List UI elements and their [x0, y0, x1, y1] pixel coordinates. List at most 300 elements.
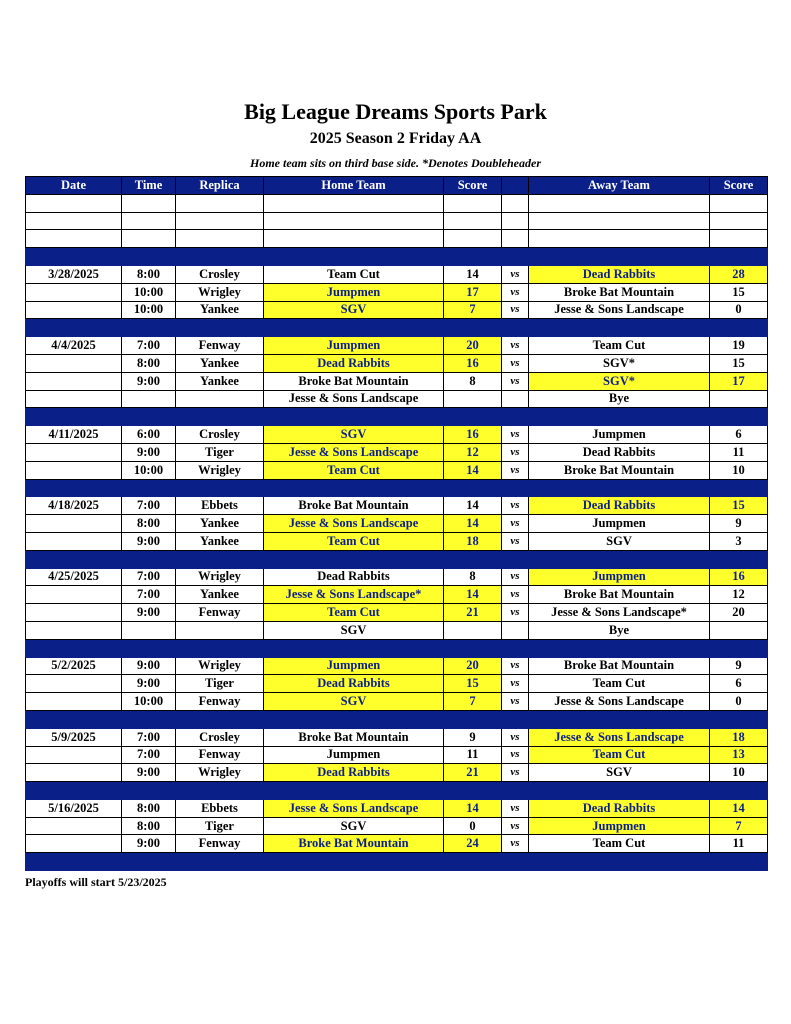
vs-cell: vs [502, 586, 529, 604]
time-cell: 9:00 [122, 657, 176, 675]
away-team-cell: Broke Bat Mountain [529, 657, 710, 675]
separator-cell [444, 639, 502, 657]
blank-cell [502, 194, 529, 212]
separator-cell [122, 248, 176, 266]
separator-cell [264, 639, 444, 657]
replica-cell: Wrigley [176, 764, 264, 782]
separator-cell [502, 853, 529, 871]
date-cell: 5/9/2025 [26, 728, 122, 746]
col-time: Time [122, 177, 176, 195]
separator-cell [444, 408, 502, 426]
home-score-cell: 0 [444, 817, 502, 835]
game-row [26, 426, 768, 444]
away-team-cell: SGV* [529, 354, 710, 372]
col-home-score: Score [444, 177, 502, 195]
time-cell: 8:00 [122, 799, 176, 817]
away-score-cell: 7 [710, 817, 768, 835]
date-cell [26, 443, 122, 461]
home-team-cell: Broke Bat Mountain [264, 497, 444, 515]
home-team-cell: Dead Rabbits [264, 764, 444, 782]
date-cell [26, 817, 122, 835]
away-score-cell: 0 [710, 301, 768, 319]
separator-cell [444, 782, 502, 800]
separator-cell [444, 550, 502, 568]
blank-cell [710, 212, 768, 230]
home-score-cell [444, 621, 502, 639]
away-score-cell: 20 [710, 604, 768, 622]
time-cell: 7:00 [122, 497, 176, 515]
separator-cell [176, 710, 264, 728]
home-team-cell: Jumpmen [264, 746, 444, 764]
separator-cell [444, 479, 502, 497]
vs-cell: vs [502, 283, 529, 301]
date-cell [26, 621, 122, 639]
separator-cell [264, 550, 444, 568]
home-score-cell: 18 [444, 532, 502, 550]
vs-cell: vs [502, 764, 529, 782]
vs-cell: vs [502, 443, 529, 461]
game-row [26, 657, 768, 675]
separator-cell [176, 782, 264, 800]
away-score-cell: 6 [710, 426, 768, 444]
away-team-cell: Team Cut [529, 337, 710, 355]
replica-cell: Crosley [176, 426, 264, 444]
blank-cell [529, 194, 710, 212]
date-cell: 5/16/2025 [26, 799, 122, 817]
away-team-cell: Dead Rabbits [529, 265, 710, 283]
separator-cell [122, 853, 176, 871]
away-score-cell: 12 [710, 586, 768, 604]
replica-cell: Ebbets [176, 799, 264, 817]
away-team-cell: Jumpmen [529, 568, 710, 586]
game-row [26, 604, 768, 622]
blank-cell [26, 194, 122, 212]
separator-cell [502, 782, 529, 800]
home-score-cell: 7 [444, 693, 502, 711]
home-team-cell: SGV [264, 693, 444, 711]
away-score-cell: 11 [710, 835, 768, 853]
time-cell: 9:00 [122, 764, 176, 782]
date-cell [26, 835, 122, 853]
game-row [26, 337, 768, 355]
vs-cell: vs [502, 515, 529, 533]
home-team-cell: Jesse & Sons Landscape* [264, 586, 444, 604]
time-cell: 7:00 [122, 568, 176, 586]
home-team-cell: SGV [264, 621, 444, 639]
home-team-cell: Broke Bat Mountain [264, 372, 444, 390]
home-team-cell: Broke Bat Mountain [264, 728, 444, 746]
separator-cell [264, 710, 444, 728]
away-score-cell: 19 [710, 337, 768, 355]
home-score-cell: 11 [444, 746, 502, 764]
game-row [26, 390, 768, 408]
separator-cell [122, 408, 176, 426]
away-score-cell: 18 [710, 728, 768, 746]
vs-cell: vs [502, 835, 529, 853]
away-team-cell: Dead Rabbits [529, 497, 710, 515]
replica-cell: Crosley [176, 728, 264, 746]
week-separator [26, 248, 768, 266]
away-team-cell: Jumpmen [529, 515, 710, 533]
away-team-cell: Jumpmen [529, 817, 710, 835]
home-score-cell [444, 390, 502, 408]
away-score-cell: 9 [710, 657, 768, 675]
separator-cell [710, 550, 768, 568]
separator-cell [710, 710, 768, 728]
time-cell: 9:00 [122, 532, 176, 550]
home-team-cell: Team Cut [264, 604, 444, 622]
date-cell: 4/11/2025 [26, 426, 122, 444]
vs-cell: vs [502, 354, 529, 372]
away-score-cell [710, 621, 768, 639]
separator-cell [710, 479, 768, 497]
vs-cell: vs [502, 461, 529, 479]
separator-cell [529, 782, 710, 800]
blank-cell [122, 194, 176, 212]
date-cell: 5/2/2025 [26, 657, 122, 675]
doubleheader-note: Home team sits on third base side. *Denotes Doubleheader [250, 156, 541, 170]
home-team-cell: Jumpmen [264, 283, 444, 301]
vs-cell: vs [502, 568, 529, 586]
replica-cell: Yankee [176, 515, 264, 533]
col-home-team: Home Team [264, 177, 444, 195]
time-cell: 9:00 [122, 835, 176, 853]
away-team-cell: SGV* [529, 372, 710, 390]
vs-cell: vs [502, 265, 529, 283]
blank-row [26, 194, 768, 212]
game-row [26, 354, 768, 372]
game-row [26, 443, 768, 461]
home-team-cell: Jesse & Sons Landscape [264, 390, 444, 408]
home-team-cell: Dead Rabbits [264, 354, 444, 372]
game-row [26, 799, 768, 817]
separator-cell [264, 248, 444, 266]
home-score-cell: 21 [444, 604, 502, 622]
replica-cell: Yankee [176, 301, 264, 319]
vs-cell: vs [502, 728, 529, 746]
vs-cell: vs [502, 604, 529, 622]
game-row [26, 764, 768, 782]
separator-cell [502, 710, 529, 728]
game-row [26, 497, 768, 515]
blank-cell [529, 212, 710, 230]
time-cell [122, 390, 176, 408]
home-score-cell: 8 [444, 568, 502, 586]
separator-cell [176, 248, 264, 266]
date-cell [26, 693, 122, 711]
away-score-cell [710, 390, 768, 408]
week-separator [26, 782, 768, 800]
away-score-cell: 15 [710, 497, 768, 515]
time-cell: 10:00 [122, 301, 176, 319]
separator-cell [26, 710, 122, 728]
home-score-cell: 16 [444, 354, 502, 372]
home-score-cell: 7 [444, 301, 502, 319]
vs-cell: vs [502, 497, 529, 515]
replica-cell: Tiger [176, 817, 264, 835]
time-cell [122, 621, 176, 639]
schedule-body [26, 194, 768, 870]
separator-cell [502, 319, 529, 337]
away-score-cell: 10 [710, 764, 768, 782]
replica-cell: Ebbets [176, 497, 264, 515]
replica-cell [176, 621, 264, 639]
home-score-cell: 20 [444, 337, 502, 355]
game-row [26, 621, 768, 639]
header-row [26, 177, 768, 195]
game-row [26, 265, 768, 283]
col-away-score: Score [710, 177, 768, 195]
date-cell [26, 283, 122, 301]
blank-cell [710, 230, 768, 248]
game-row [26, 532, 768, 550]
game-row [26, 693, 768, 711]
away-score-cell: 15 [710, 283, 768, 301]
blank-cell [176, 194, 264, 212]
separator-cell [264, 408, 444, 426]
home-team-cell: SGV [264, 301, 444, 319]
home-team-cell: Team Cut [264, 461, 444, 479]
separator-cell [529, 319, 710, 337]
home-team-cell: Jumpmen [264, 337, 444, 355]
blank-cell [26, 212, 122, 230]
blank-cell [502, 230, 529, 248]
away-score-cell: 17 [710, 372, 768, 390]
blank-cell [122, 212, 176, 230]
replica-cell: Fenway [176, 337, 264, 355]
blank-row [26, 212, 768, 230]
separator-cell [176, 853, 264, 871]
home-score-cell: 24 [444, 835, 502, 853]
separator-cell [176, 550, 264, 568]
replica-cell: Crosley [176, 265, 264, 283]
date-cell [26, 301, 122, 319]
game-row [26, 586, 768, 604]
vs-cell [502, 390, 529, 408]
away-score-cell: 11 [710, 443, 768, 461]
away-team-cell: Team Cut [529, 746, 710, 764]
away-score-cell: 9 [710, 515, 768, 533]
separator-cell [122, 710, 176, 728]
home-team-cell: Dead Rabbits [264, 675, 444, 693]
time-cell: 10:00 [122, 283, 176, 301]
blank-cell [26, 230, 122, 248]
separator-cell [710, 408, 768, 426]
vs-cell: vs [502, 337, 529, 355]
separator-cell [176, 479, 264, 497]
schedule-table [25, 176, 768, 871]
away-team-cell: Broke Bat Mountain [529, 461, 710, 479]
vs-cell: vs [502, 799, 529, 817]
time-cell: 10:00 [122, 693, 176, 711]
away-team-cell: SGV [529, 764, 710, 782]
replica-cell: Wrigley [176, 461, 264, 479]
separator-cell [26, 853, 122, 871]
time-cell: 9:00 [122, 372, 176, 390]
blank-cell [710, 194, 768, 212]
game-row [26, 817, 768, 835]
week-separator [26, 319, 768, 337]
separator-cell [710, 853, 768, 871]
home-score-cell: 14 [444, 586, 502, 604]
separator-cell [529, 248, 710, 266]
separator-cell [176, 408, 264, 426]
away-team-cell: Bye [529, 621, 710, 639]
separator-cell [176, 639, 264, 657]
home-score-cell: 16 [444, 426, 502, 444]
time-cell: 7:00 [122, 746, 176, 764]
away-score-cell: 14 [710, 799, 768, 817]
date-cell: 3/28/2025 [26, 265, 122, 283]
separator-cell [502, 479, 529, 497]
separator-cell [264, 319, 444, 337]
date-cell: 4/25/2025 [26, 568, 122, 586]
home-team-cell: SGV [264, 426, 444, 444]
blank-row [26, 230, 768, 248]
home-score-cell: 14 [444, 461, 502, 479]
home-team-cell: Jumpmen [264, 657, 444, 675]
replica-cell: Wrigley [176, 283, 264, 301]
away-team-cell: Jesse & Sons Landscape [529, 728, 710, 746]
col-vs [502, 177, 529, 195]
col-replica: Replica [176, 177, 264, 195]
blank-cell [444, 230, 502, 248]
vs-cell: vs [502, 372, 529, 390]
separator-cell [264, 479, 444, 497]
away-score-cell: 6 [710, 675, 768, 693]
separator-cell [529, 550, 710, 568]
home-score-cell: 17 [444, 283, 502, 301]
time-cell: 9:00 [122, 604, 176, 622]
separator-cell [26, 319, 122, 337]
away-score-cell: 10 [710, 461, 768, 479]
vs-cell: vs [502, 426, 529, 444]
vs-cell: vs [502, 657, 529, 675]
date-cell [26, 390, 122, 408]
col-away-team: Away Team [529, 177, 710, 195]
away-team-cell: Team Cut [529, 835, 710, 853]
blank-cell [264, 212, 444, 230]
separator-cell [26, 479, 122, 497]
separator-cell [529, 408, 710, 426]
date-cell [26, 515, 122, 533]
home-team-cell: Jesse & Sons Landscape [264, 515, 444, 533]
separator-cell [264, 782, 444, 800]
time-cell: 7:00 [122, 337, 176, 355]
away-team-cell: Broke Bat Mountain [529, 586, 710, 604]
separator-cell [502, 550, 529, 568]
separator-cell [444, 319, 502, 337]
separator-cell [26, 408, 122, 426]
time-cell: 8:00 [122, 817, 176, 835]
away-score-cell: 16 [710, 568, 768, 586]
replica-cell [176, 390, 264, 408]
date-cell [26, 604, 122, 622]
game-row [26, 461, 768, 479]
separator-cell [529, 853, 710, 871]
separator-cell [122, 782, 176, 800]
replica-cell: Fenway [176, 604, 264, 622]
home-team-cell: Jesse & Sons Landscape [264, 443, 444, 461]
away-team-cell: Jumpmen [529, 426, 710, 444]
home-score-cell: 14 [444, 265, 502, 283]
time-cell: 8:00 [122, 515, 176, 533]
vs-cell: vs [502, 817, 529, 835]
page-subtitle: 2025 Season 2 Friday AA [309, 130, 482, 147]
away-team-cell: Team Cut [529, 675, 710, 693]
replica-cell: Yankee [176, 372, 264, 390]
away-score-cell: 0 [710, 693, 768, 711]
replica-cell: Fenway [176, 693, 264, 711]
separator-cell [710, 782, 768, 800]
home-score-cell: 12 [444, 443, 502, 461]
blank-cell [176, 212, 264, 230]
week-separator [26, 408, 768, 426]
separator-cell [122, 319, 176, 337]
date-cell [26, 746, 122, 764]
replica-cell: Yankee [176, 354, 264, 372]
separator-cell [176, 319, 264, 337]
replica-cell: Wrigley [176, 568, 264, 586]
away-team-cell: Jesse & Sons Landscape* [529, 604, 710, 622]
date-cell [26, 532, 122, 550]
date-cell: 4/18/2025 [26, 497, 122, 515]
separator-cell [26, 248, 122, 266]
away-team-cell: SGV [529, 532, 710, 550]
home-team-cell: Team Cut [264, 265, 444, 283]
separator-cell [26, 782, 122, 800]
replica-cell: Yankee [176, 532, 264, 550]
home-team-cell: Team Cut [264, 532, 444, 550]
week-separator [26, 710, 768, 728]
week-separator [26, 639, 768, 657]
separator-cell [26, 550, 122, 568]
replica-cell: Wrigley [176, 657, 264, 675]
date-cell [26, 372, 122, 390]
separator-cell [502, 408, 529, 426]
home-team-cell: SGV [264, 817, 444, 835]
week-separator [26, 550, 768, 568]
time-cell: 7:00 [122, 586, 176, 604]
date-cell [26, 586, 122, 604]
separator-cell [444, 248, 502, 266]
col-date: Date [26, 177, 122, 195]
away-score-cell: 28 [710, 265, 768, 283]
home-score-cell: 8 [444, 372, 502, 390]
home-score-cell: 14 [444, 799, 502, 817]
game-row [26, 515, 768, 533]
separator-cell [710, 248, 768, 266]
game-row [26, 301, 768, 319]
vs-cell: vs [502, 675, 529, 693]
blank-cell [502, 212, 529, 230]
blank-cell [444, 212, 502, 230]
home-team-cell: Broke Bat Mountain [264, 835, 444, 853]
time-cell: 6:00 [122, 426, 176, 444]
game-row [26, 283, 768, 301]
separator-cell [502, 639, 529, 657]
home-score-cell: 15 [444, 675, 502, 693]
away-score-cell: 3 [710, 532, 768, 550]
home-team-cell: Jesse & Sons Landscape [264, 799, 444, 817]
home-score-cell: 9 [444, 728, 502, 746]
blank-cell [176, 230, 264, 248]
game-row [26, 728, 768, 746]
separator-cell [26, 639, 122, 657]
date-cell: 4/4/2025 [26, 337, 122, 355]
away-team-cell: Bye [529, 390, 710, 408]
home-score-cell: 14 [444, 515, 502, 533]
